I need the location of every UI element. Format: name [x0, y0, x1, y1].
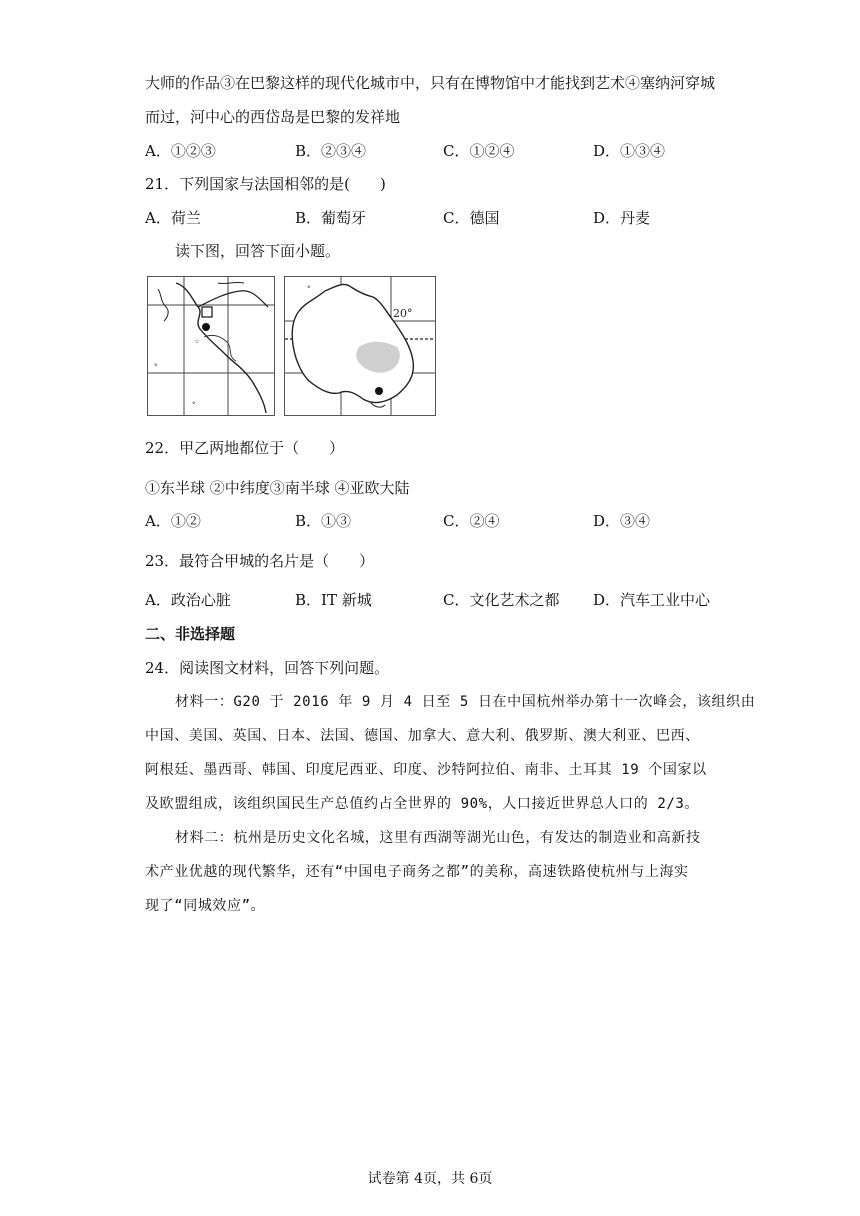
q21-option-a: A．荷兰 — [145, 209, 201, 227]
map-right-drawing — [285, 277, 435, 415]
q20-option-a: A．①②③ — [145, 142, 216, 160]
q22-option-d: D．③④ — [593, 512, 651, 530]
material2-line2: 术产业优越的现代繁华，还有“中国电子商务之都”的美称，高速铁路使杭州与上海实 — [145, 864, 689, 880]
material1-line2: 中国、美国、英国、日本、法国、德国、加拿大、意大利、俄罗斯、澳大利亚、巴西、 — [145, 728, 700, 744]
material2-line3: 现了“同城效应”。 — [145, 898, 266, 914]
map-right — [284, 276, 436, 416]
svg-text:°: ° — [307, 285, 311, 293]
map-right-latitude-label: 20° — [393, 307, 413, 320]
svg-text:°: ° — [192, 401, 196, 409]
q23-option-b: B．IT 新城 — [295, 591, 372, 609]
material1-line1: 材料一：G20 于 2016 年 9 月 4 日至 5 日在中国杭州举办第十一次峰会，该组织由 — [175, 694, 756, 710]
q20-text-line2: 而过，河中心的西岱岛是巴黎的发祥地 — [145, 108, 401, 126]
q20-option-c: C．①②④ — [443, 142, 515, 160]
q20-option-d: D．①③④ — [593, 142, 666, 160]
page-footer: 试卷第 4页，共 6页 — [367, 1171, 493, 1187]
svg-text:◦: ◦ — [194, 337, 200, 348]
section-heading: 二、非选择题 — [145, 625, 236, 643]
q22-option-c: C．②④ — [443, 512, 500, 530]
q21-stem: 21．下列国家与法国相邻的是( ) — [145, 175, 386, 193]
q22-stem: 22．甲乙两地都位于（ ） — [145, 439, 345, 457]
q23-option-a: A．政治心脏 — [145, 591, 231, 609]
material2-line1: 材料二：杭州是历史文化名城，这里有西湖等湖光山色，有发达的制造业和高新技 — [175, 830, 701, 846]
q23-options — [145, 590, 745, 610]
q24-stem: 24．阅读图文材料，回答下列问题。 — [145, 659, 390, 677]
q21-options — [145, 208, 745, 228]
q23-stem: 23．最符合甲城的名片是（ ） — [145, 552, 375, 570]
q21-option-b: B．葡萄牙 — [295, 209, 367, 227]
q20-option-b: B．②③④ — [295, 142, 367, 160]
q22-option-b: B．①③ — [295, 512, 352, 530]
q20-options — [145, 141, 745, 161]
map-left-drawing — [148, 277, 274, 415]
material1-line4: 及欧盟组成，该组织国民生产总值约占全世界的 90%，人口接近世界总人口的 2/3。 — [145, 796, 700, 812]
q22-option-a: A．①② — [145, 512, 201, 530]
map-left — [147, 276, 275, 416]
q23-option-d: D．汽车工业中心 — [593, 591, 711, 609]
read-figure-instruction: 读下图，回答下面小题。 — [175, 242, 341, 260]
q23-option-c: C．文化艺术之都 — [443, 591, 560, 609]
q20-text-line1: 大师的作品③在巴黎这样的现代化城市中，只有在博物馆中才能找到艺术④塞纳河穿城 — [145, 74, 716, 92]
material1-line3: 阿根廷、墨西哥、韩国、印度尼西亚、印度、沙特阿拉伯、南非、土耳其 19 个国家以 — [145, 762, 707, 778]
q22-choices: ①东半球 ②中纬度③南半球 ④亚欧大陆 — [145, 479, 410, 497]
q21-option-c: C．德国 — [443, 209, 500, 227]
q22-options — [145, 511, 745, 531]
q21-option-d: D．丹麦 — [593, 209, 651, 227]
svg-text:°: ° — [154, 363, 158, 371]
